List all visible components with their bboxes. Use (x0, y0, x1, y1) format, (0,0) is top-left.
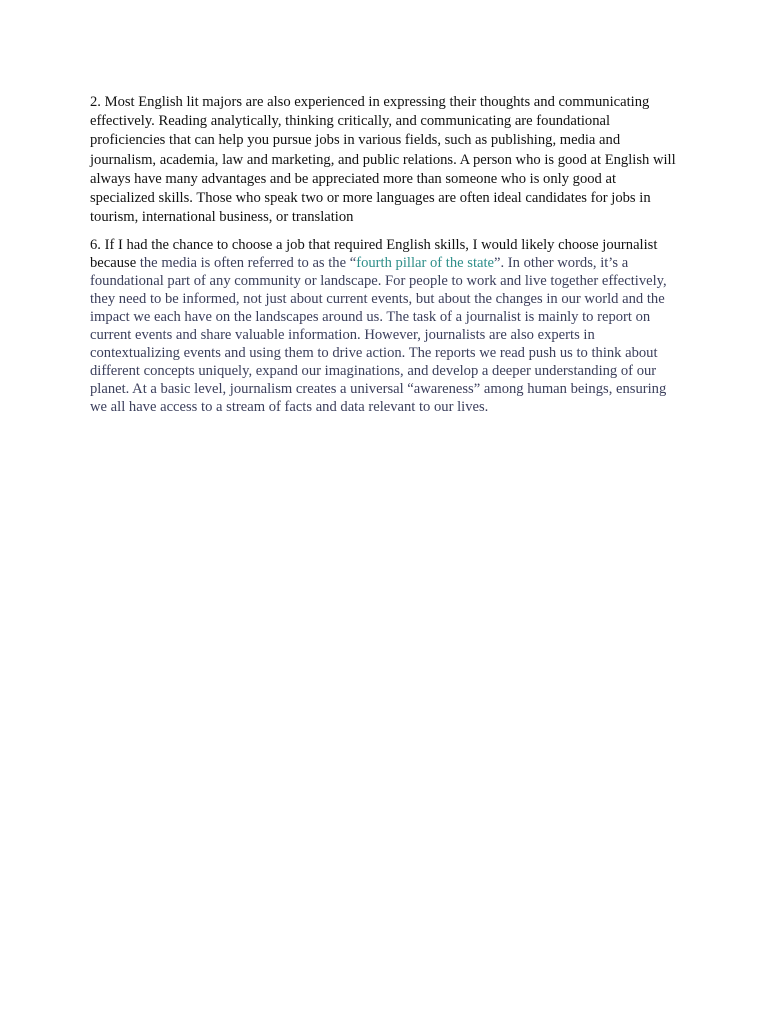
fourth-pillar-link[interactable]: fourth pillar of the state (356, 255, 495, 272)
paragraph-6-lead: 6. If I had the chance to choose a job that required English skills, I would likely choose journalist because (90, 237, 658, 272)
paragraph-2-answer: 2. Most English lit majors are also experienced in expressing their thoughts and communicating effectively. Reading analytically, thinking critically, and communicating are foundational proficiencies that can help you pursue jobs in various fields, such as publishing, media and journalism, academia, law and marketing, and public relations. A person who is good at English will always have many advantages and be appreciated more than someone who is only good at specialized skills. Those who speak two or more languages are often ideal candidates for jobs in tourism, international business, or translation (90, 94, 676, 226)
document-body (90, 93, 680, 416)
paragraph-6-answer (90, 237, 680, 416)
paragraph-6-quote-intro: the media is often referred to as the “ (136, 255, 357, 272)
paragraph-6-body: ”. In other words, it’s a foundational part of any community or landscape. For people to work and live together effectively, they need to be informed, not just about current events, but about the changes in our world and the impact we each have on the landscapes around us. The task of a journalist is mainly to report on current events and share valuable information. However, journalists are also experts in contextualizing events and using them to drive action. The reports we read push us to think about different concepts uniquely, expand our imaginations, and develop a deeper understanding of our planet. At a basic level, journalism creates a universal “awareness” among human beings, ensuring we all have access to a stream of facts and data relevant to our lives. (90, 255, 667, 415)
